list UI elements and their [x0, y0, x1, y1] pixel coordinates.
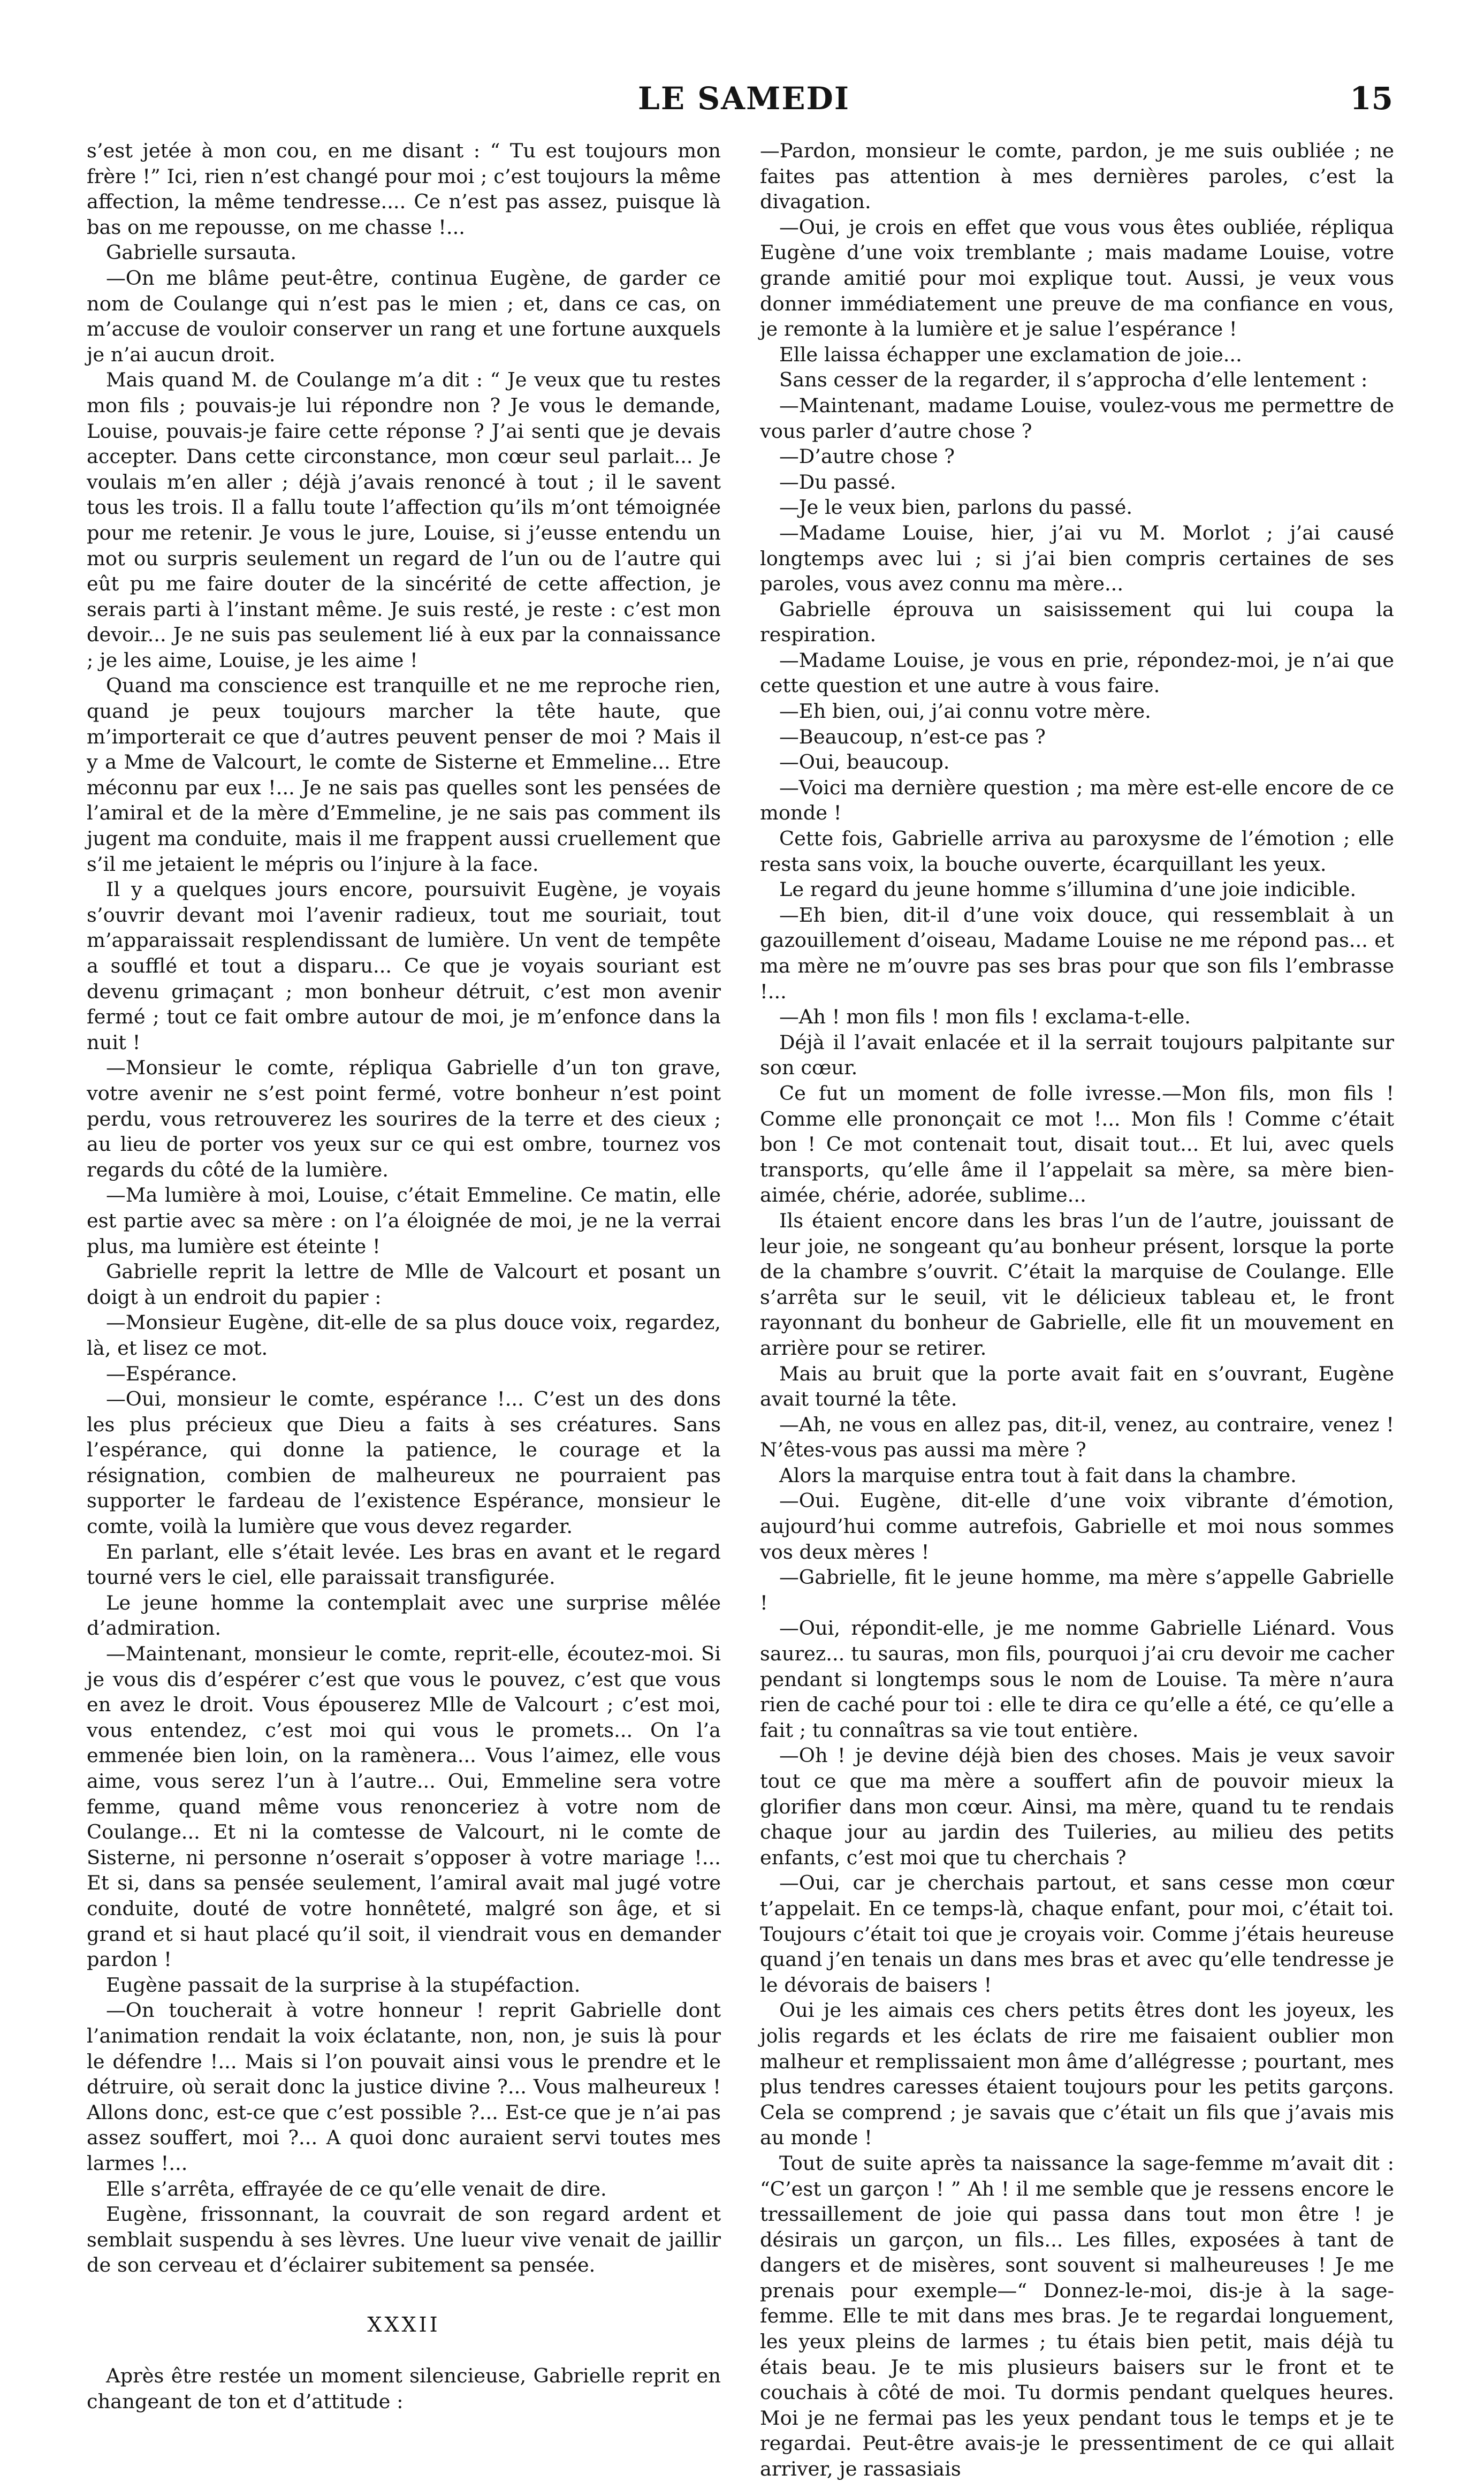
paragraph: Cette fois, Gabrielle arriva au paroxysme de l’émotion ; elle resta sans voix, la bouche ouverte, écarquillant les yeux.: [760, 827, 1394, 876]
paragraph: Sans cesser de la regarder, il s’approcha d’elle lentement :: [779, 368, 1368, 392]
paragraph: Mais au bruit que la porte avait fait en s’ouvrant, Eugène avait tourné la tête.: [760, 1362, 1394, 1411]
paragraph: En parlant, elle s’était levée. Les bras en avant et le regard tourné vers le ciel, elle paraissait transfigurée.: [87, 1540, 721, 1589]
left-column: [87, 138, 721, 2413]
paragraph: —Oui, je crois en effet que vous vous êtes oubliée, répliqua Eugène d’une voix tremblante ; mais madame Louise, votre grande amitié pour moi explique tout. Aussi, je veux vous donner immédiatement une preuve de ma confiance en vous, je remonte à la lumière et je salue l’espérance !: [760, 215, 1394, 341]
paragraph: Eugène, frissonnant, la couvrait de son regard ardent et semblait suspendu à ses lèvres. Une lueur vive venait de jaillir de son cerveau et d’éclairer subitement sa pensée.: [87, 2203, 721, 2277]
paragraph: —Ah ! mon fils ! mon fils ! exclama-t-elle.: [779, 1005, 1191, 1029]
paragraph: —Oui, répondit-elle, je me nomme Gabrielle Liénard. Vous saurez... tu sauras, mon fils, pourquoi j’ai cru devoir me cacher pendant si longtemps sous le nom de Louise. Ta mère n’aura rien de caché pour toi : elle te dira ce qu’elle a été, ce qu’elle a fait ; tu connaîtras sa vie tout entière.: [760, 1616, 1394, 1742]
paragraph: —Oui, monsieur le comte, espérance !... C’est un des dons les plus précieux que Dieu a faits à ses créatures. Sans l’espérance, qui donne la patience, le courage et la résignation, combien de malheureux ne pourraient pas supporter le fardeau de l’existence Espérance, monsieur le comte, voilà la lumière que vous devez regarder.: [87, 1387, 721, 1538]
paragraph: —Maintenant, madame Louise, voulez-vous me permettre de vous parler d’autre chose ?: [760, 393, 1394, 443]
paragraph: Eugène passait de la surprise à la stupéfaction.: [106, 1973, 581, 1997]
paragraph: —Voici ma dernière question ; ma mère est-elle encore de ce monde !: [760, 776, 1394, 825]
paragraph: Le regard du jeune homme s’illumina d’une joie indicible.: [779, 878, 1357, 901]
paragraph: —Beaucoup, n’est-ce pas ?: [779, 725, 1046, 748]
paragraph: —Monsieur Eugène, dit-elle de sa plus douce voix, regardez, là, et lisez ce mot.: [87, 1311, 721, 1360]
paragraph: Déjà il l’avait enlacée et il la serrait toujours palpitante sur son cœur.: [760, 1030, 1394, 1080]
page-header: [0, 80, 1484, 128]
paragraph: —Pardon, monsieur le comte, pardon, je me suis oubliée ; ne faites pas attention à mes dernières paroles, c’est la divagation.: [760, 139, 1394, 214]
paragraph: —Espérance.: [106, 1362, 238, 1385]
paragraph: Gabrielle éprouva un saisissement qui lui coupa la respiration.: [760, 597, 1394, 647]
paragraph: —Oui, car je cherchais partout, et sans cesse mon cœur t’appelait. En ce temps-là, chaque enfant, pour moi, c’était toi. Toujours c’était toi que je croyais voir. Comme j’étais heureuse quand j’en tenais un dans mes bras et avec qu’elle tendresse je le dévorais de baisers !: [760, 1871, 1394, 1997]
paragraph: —D’autre chose ?: [779, 445, 955, 468]
chapter-heading: XXXII: [367, 2312, 440, 2336]
paragraph: Gabrielle reprit la lettre de Mlle de Valcourt et posant un doigt à un endroit du papier :: [87, 1260, 721, 1309]
running-title: LE SAMEDI: [638, 80, 850, 117]
paragraph: Après être restée un moment silencieuse, Gabrielle reprit en changeant de ton et d’attitude :: [87, 2364, 721, 2413]
paragraph: Le jeune homme la contemplait avec une surprise mêlée d’admiration.: [87, 1591, 721, 1640]
paragraph: Oui je les aimais ces chers petits êtres dont les joyeux, les jolis regards et les éclats de rire me faisaient oublier mon malheur et remplissaient mon âme d’allégresse ; pourtant, mes plus tendres caresses étaient toujours pour les petits garçons. Cela se comprend ; je savais que c’était un fils que j’avais mis au monde !: [760, 1999, 1394, 2150]
paragraph: s’est jetée à mon cou, en me disant : “ Tu est toujours mon frère !” Ici, rien n’est changé pour moi ; c’est toujours la même affection, la même tendresse.... Ce n’est pas assez, puisque là bas on me repousse, on me chasse !...: [87, 139, 721, 239]
paragraph: —Madame Louise, je vous en prie, répondez-moi, je n’ai que cette question et une autre à vous faire.: [760, 648, 1394, 697]
paragraph: —Ma lumière à moi, Louise, c’était Emmeline. Ce matin, elle est partie avec sa mère : on l’a éloignée de moi, je ne la verrai plus, ma lumière est éteinte !: [87, 1183, 721, 1258]
paragraph: Il y a quelques jours encore, poursuivit Eugène, je voyais s’ouvrir devant moi l’avenir radieux, tout me souriait, tout m’apparaissait resplendissant de lumière. Un vent de tempête a soufflé et tout a disparu... Ce que je voyais souriant est devenu grimaçant ; mon bonheur détruit, c’est mon avenir fermé ; tout ce fait ombre autour de moi, je m’enfonce dans la nuit !: [87, 878, 721, 1054]
paragraph: —Oui. Eugène, dit-elle d’une voix vibrante d’émotion, aujourd’hui comme autrefois, Gabrielle et moi nous sommes vos deux mères !: [760, 1489, 1394, 1563]
paragraph: —Monsieur le comte, répliqua Gabrielle d’un ton grave, votre avenir ne s’est point fermé, votre bonheur n’est point perdu, vous retrouverez les sourires de la terre et des cieux ; au lieu de porter vos yeux sur ce qui est ombre, tournez vos regards du côté de la lumière.: [87, 1056, 721, 1181]
paragraph: —Oui, beaucoup.: [779, 750, 950, 774]
paragraph: —Oh ! je devine déjà bien des choses. Mais je veux savoir tout ce que ma mère a souffert afin de pouvoir mieux la glorifier dans mon cœur. Ainsi, ma mère, quand tu te rendais chaque jour au jardin des Tuileries, au milieu des petits enfants, c’est moi que tu cherchais ?: [760, 1744, 1394, 1869]
right-column: [760, 138, 1394, 2481]
paragraph: —Eh bien, dit-il d’une voix douce, qui ressemblait à un gazouillement d’oiseau, Madame Louise ne me répond pas... et ma mère ne m’ouvre pas ses bras pour que son fils l’embrasse !...: [760, 903, 1394, 1003]
paragraph: —Ah, ne vous en allez pas, dit-il, venez, au contraire, venez ! N’êtes-vous pas aussi ma mère ?: [760, 1413, 1394, 1462]
paragraph: Elle s’arrêta, effrayée de ce qu’elle venait de dire.: [106, 2177, 607, 2200]
paragraph: Elle laissa échapper une exclamation de joie...: [779, 343, 1242, 366]
paragraph: Alors la marquise entra tout à fait dans la chambre.: [779, 1463, 1297, 1487]
paragraph: Gabrielle sursauta.: [106, 241, 297, 264]
paragraph: Tout de suite après ta naissance la sage-femme m’avait dit : “C’est un garçon ! ” Ah ! il me semble que je ressens encore le tressaillement de joie qui passa dans tout mon être ! je désirais un garçon, un fils... Les filles, exposées à tant de dangers et de misères, sont souvent si malheureuses ! Je me prenais pour exemple—“ Donnez-le-moi, dis-je à la sage-femme. Elle te mit dans mes bras. Je te regardai longuement, les yeux pleins de larmes ; tu étais bien petit, mais déjà tu étais beau. Je te mis plusieurs baisers sur le front et te couchais à côté de moi. Tu dormis pendant quelques heures. Moi je ne fermai pas les yeux pendant tous le temps et je te regardai. Peut-être avais-je le pressentiment de ce qui allait arriver, je rassasiais: [760, 2151, 1394, 2481]
paragraph: Ce fut un moment de folle ivresse.—Mon fils, mon fils ! Comme elle prononçait ce mot !... Mon fils ! Comme c’était bon ! Ce mot contenait tout, disait tout... Et lui, avec quels transports, qu’elle âme il l’appelait sa mère, sa mère bien-aimée, chérie, adorée, sublime...: [760, 1081, 1394, 1207]
paragraph: —Je le veux bien, parlons du passé.: [779, 496, 1133, 519]
paragraph: —Eh bien, oui, j’ai connu votre mère.: [779, 700, 1151, 723]
paragraph: —Gabrielle, fit le jeune homme, ma mère s’appelle Gabrielle !: [760, 1566, 1394, 1614]
paragraph: —On toucherait à votre honneur ! reprit Gabrielle dont l’animation rendait la voix éclatante, non, non, je suis là pour le défendre !... Mais si l’on pouvait ainsi vous le prendre et le détruire, où serait donc la justice divine ?... Vous malheureux ! Allons donc, est-ce que c’est possible ?... Est-ce que je n’ai pas assez souffert, moi ?... A quoi donc auraient servi toutes mes larmes !...: [87, 1999, 721, 2175]
paragraph: —Maintenant, monsieur le comte, reprit-elle, écoutez-moi. Si je vous dis d’espérer c’est que vous le pouvez, c’est que vous en avez le droit. Vous épouserez Mlle de Valcourt ; c’est moi, vous entendez, c’est moi qui vous le promets... On l’a emmenée bien loin, on la ramènera... Vous l’aimez, elle vous aime, vous serez l’un à l’autre... Oui, Emmeline sera votre femme, quand même vous renonceriez à votre nom de Coulange... Et ni la comtesse de Valcourt, ni le comte de Sisterne, ni personne n’oserait s’opposer à votre mariage !... Et si, dans sa pensée seulement, l’amiral avait mal jugé votre conduite, douté de votre honnêteté, malgré son âge, et si grand et si haut placé qu’il soit, il viendrait vous en demander pardon !: [87, 1642, 721, 1971]
paragraph: Quand ma conscience est tranquille et ne me reproche rien, quand je peux toujours marcher la tête haute, que m’importerait ce que d’autres peuvent penser de moi ? Mais il y a Mme de Valcourt, le comte de Sisterne et Emmeline... Etre méconnu par eux !... Je ne sais pas quelles sont les pensées de l’amiral et de la mère d’Emmeline, je ne sais pas comment ils jugent ma conduite, mais il me frappent aussi cruellement que s’il me jetaient le mépris ou l’injure à la face.: [87, 674, 721, 876]
paragraph: —Madame Louise, hier, j’ai vu M. Morlot ; j’ai causé longtemps avec lui ; si j’ai bien compris certaines de ses paroles, vous avez connu ma mère...: [760, 521, 1394, 596]
paragraph: —On me blâme peut-être, continua Eugène, de garder ce nom de Coulange qui n’est pas le mien ; et, dans ce cas, on m’accuse de vouloir conserver un rang et une fortune auxquels je n’ai aucun droit.: [87, 266, 721, 366]
page-number: 15: [1350, 80, 1393, 117]
paragraph: Mais quand M. de Coulange m’a dit : “ Je veux que tu restes mon fils ; pouvais-je lui répondre non ? Je vous le demande, Louise, pouvais-je faire cette réponse ? J’ai senti que je devais accepter. Dans cette circonstance, mon cœur seul parlait... Je voulais m’en aller ; déjà j’avais renoncé à tout ; il le savent tous les trois. Il a fallu toute l’affection qu’ils m’ont témoignée pour me retenir. Je vous le jure, Louise, si j’eusse entendu un mot ou surpris seulement un regard de l’un ou de l’autre qui eût pu me faire douter de la sincérité de cette affection, je serais parti à l’instant même. Je suis resté, je reste : c’est mon devoir... Je ne suis pas seulement lié à eux par la connaissance ; je les aime, Louise, je les aime !: [87, 368, 721, 672]
paragraph: Ils étaient encore dans les bras l’un de l’autre, jouissant de leur joie, ne songeant qu’au bonheur présent, lorsque la porte de la chambre s’ouvrit. C’était la marquise de Coulange. Elle s’arrêta sur le seuil, vit le délicieux tableau et, le front rayonnant du bonheur de Gabrielle, elle fit un mouvement en arrière pour se retirer.: [760, 1209, 1394, 1360]
paragraph: —Du passé.: [779, 470, 896, 494]
